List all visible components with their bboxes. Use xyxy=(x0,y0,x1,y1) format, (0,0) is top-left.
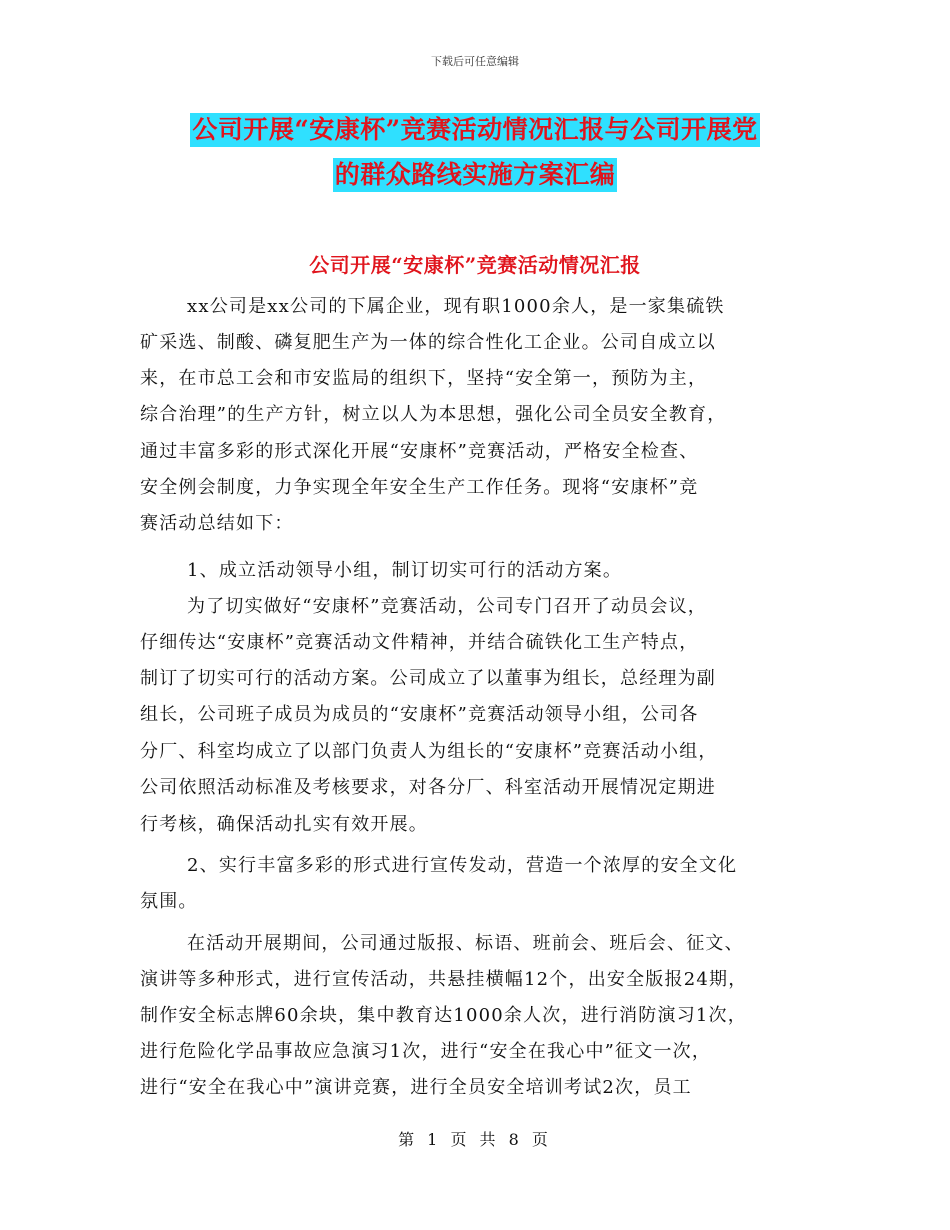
body-line: 进行“安全在我心中”演讲竞赛，进行全员安全培训考试2次，员工 xyxy=(140,1077,692,1098)
body-line: 演讲等多种形式，进行宣传活动，共悬挂横幅12个，出安全版报24期， xyxy=(140,969,748,990)
body-line: 综合治理”的生产方针，树立以人为本思想，强化公司全员安全教育， xyxy=(140,404,727,425)
body-line: 为了切实做好“安康杯”竞赛活动，公司专门召开了动员会议， xyxy=(187,596,708,617)
document-title-line-2 xyxy=(0,158,950,192)
body-line: 1、成立活动领导小组，制订切实可行的活动方案。 xyxy=(187,560,623,581)
page-footer: 第 1 页 共 8 页 xyxy=(398,1130,552,1149)
body-line: 制作安全标志牌60余块，集中教育达1000余人次，进行消防演习1次， xyxy=(140,1005,747,1026)
body-line: 来，在市总工会和市安监局的组织下，坚持“安全第一，预防为主， xyxy=(140,368,708,389)
body-line: 氛围。 xyxy=(140,891,198,912)
body-line: 公司依照活动标准及考核要求，对各分厂、科室活动开展情况定期进 xyxy=(140,777,716,798)
body-line: 安全例会制度，力争实现全年安全生产工作任务。现将“安康杯”竞 xyxy=(140,477,699,498)
title-line-2-text: 的群众路线实施方案汇编 xyxy=(333,158,618,192)
body-line: 组长，公司班子成员为成员的“安康杯”竞赛活动领导小组，公司各 xyxy=(140,704,699,725)
body-line: 矿采选、制酸、磷复肥生产为一体的综合性化工企业。公司自成立以 xyxy=(140,332,716,353)
body-line: 制订了切实可行的活动方案。公司成立了以董事为组长，总经理为副 xyxy=(140,668,716,689)
body-line: xx公司是xx公司的下属企业，现有职1000余人，是一家集硫铁 xyxy=(187,296,725,317)
document-title-line-1 xyxy=(0,113,950,147)
body-line: 2、实行丰富多彩的形式进行宣传发动，营造一个浓厚的安全文化 xyxy=(187,855,738,876)
body-line: 通过丰富多彩的形式深化开展“安康杯”竞赛活动，严格安全检查、 xyxy=(140,441,699,462)
header-note: 下载后可任意编辑 xyxy=(431,55,519,68)
title-line-1-text: 公司开展“安康杯”竞赛活动情况汇报与公司开展党 xyxy=(190,113,759,147)
body-line: 仔细传达“安康杯”竞赛活动文件精神，并结合硫铁化工生产特点， xyxy=(140,632,699,653)
body-line: 在活动开展期间，公司通过版报、标语、班前会、班后会、征文、 xyxy=(187,933,744,954)
body-line: 分厂、科室均成立了以部门负责人为组长的“安康杯”竞赛活动小组， xyxy=(140,741,718,762)
body-line: 进行危险化学品事故应急演习1次，进行“安全在我心中”征文一次， xyxy=(140,1041,712,1062)
body-line: 行考核，确保活动扎实有效开展。 xyxy=(140,814,428,835)
section-title: 公司开展“安康杯”竞赛活动情况汇报 xyxy=(309,253,641,277)
body-line: 赛活动总结如下： xyxy=(140,513,294,534)
